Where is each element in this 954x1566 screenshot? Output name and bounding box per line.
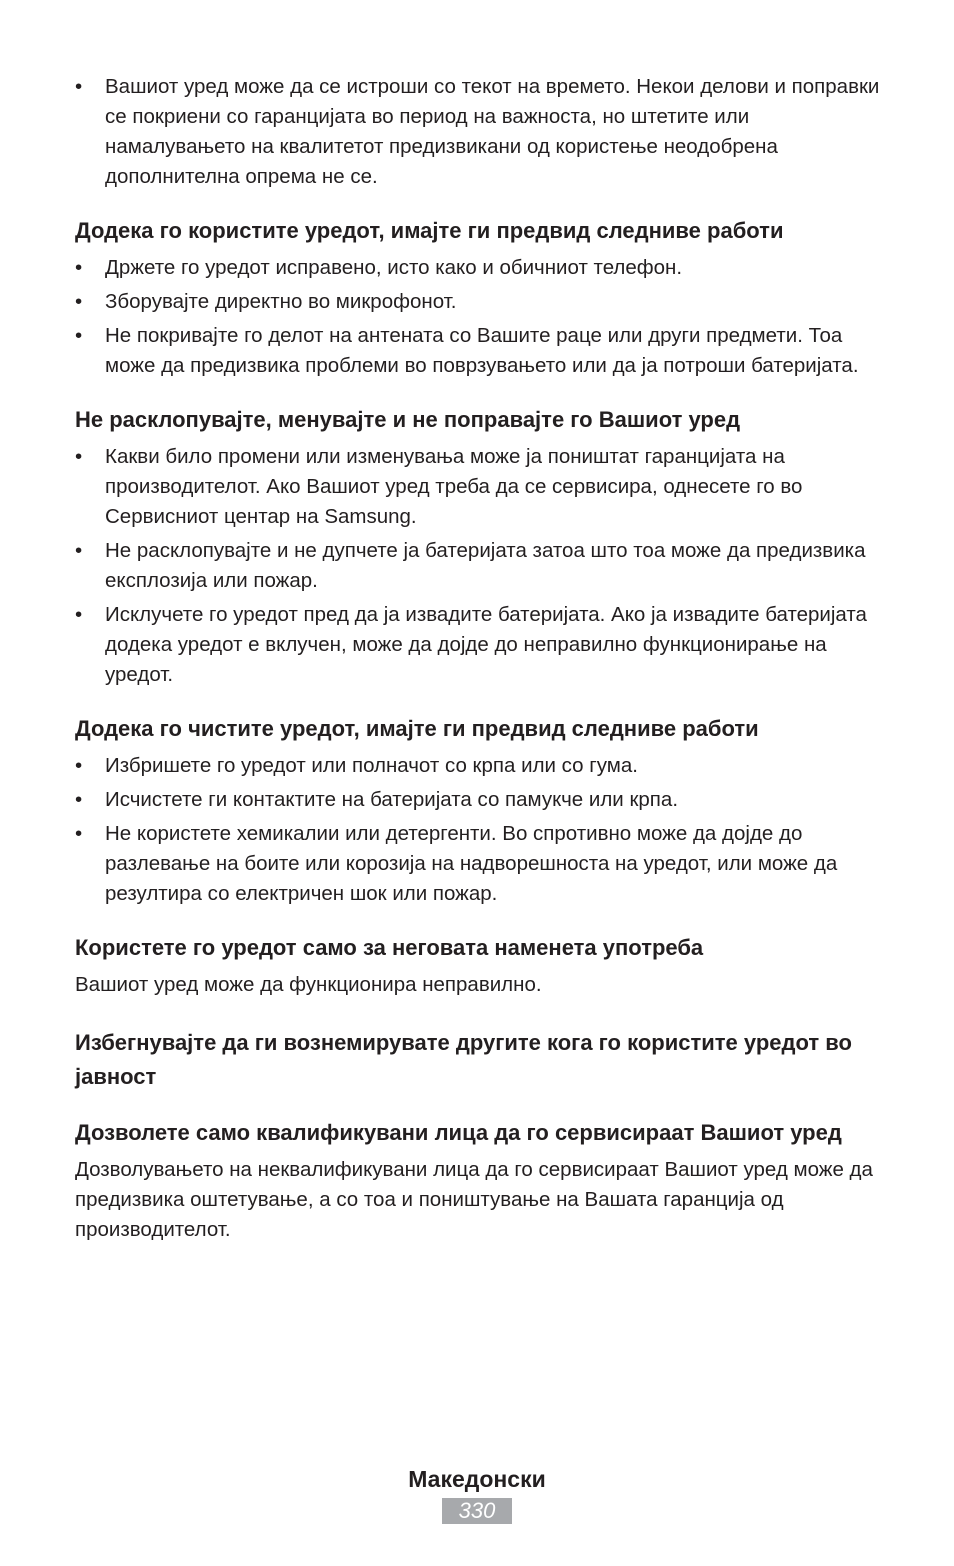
list-item-text: Вашиот уред може да се истроши со текот на времето. Некои делови и поправки се покриени со гаранцијата во период на важноста, но штетите или намалувањето на квалитетот предизвикани од користење неодобрена дополнителна опрема не се. bbox=[105, 75, 880, 188]
section-title-intended-use: Користете го уредот само за неговата наменета употреба bbox=[75, 935, 704, 960]
bullet-icon: • bbox=[75, 603, 83, 626]
bullet-icon: • bbox=[75, 324, 83, 347]
section-title-cleaning-device: Додека го чистите уредот, имајте ги предвид следниве работи bbox=[75, 716, 759, 741]
list-item bbox=[75, 600, 885, 690]
section-title-qualified-service: Дозволете само квалификувани лица да го сервисираат Вашиот уред bbox=[75, 1120, 842, 1145]
paragraph-qualified-service: Дозволувањето на неквалификувани лица да го сервисираат Вашиот уред може да предизвика оштетување, а со тоа и поништување на Вашата гаранција од производителот. bbox=[75, 1158, 873, 1241]
paragraph-intended-use: Вашиот уред може да функционира неправилно. bbox=[75, 973, 542, 996]
list-item-text: Не користете хемикалии или детергенти. Во спротивно може да дојде до разлевање на боите или корозија на надворешноста на уредот, или може да резултира со електричен шок или пожар. bbox=[105, 822, 838, 905]
intro-bullet-list bbox=[75, 72, 885, 192]
section-title-public-use: Избегнувајте да ги вознемирувате другите кога го користите уредот во јавност bbox=[75, 1030, 852, 1089]
bullet-list-cleaning-device bbox=[75, 751, 885, 909]
list-item bbox=[75, 321, 885, 381]
list-item bbox=[75, 287, 885, 317]
list-item bbox=[75, 785, 885, 815]
list-item-text: Зборувајте директно во микрофонот. bbox=[105, 290, 457, 313]
page-number-wrapper bbox=[0, 1498, 954, 1524]
section-title-do-not-disassemble: Не расклопувајте, менувајте и не поправајте го Вашиот уред bbox=[75, 407, 741, 432]
section-title-using-device: Додека го користите уредот, имајте ги предвид следниве работи bbox=[75, 218, 784, 243]
list-item-text: Не покривајте го делот на антената со Вашите раце или други предмети. Тоа може да предизвика проблеми во поврзувањето или да ја потроши батеријата. bbox=[105, 324, 859, 377]
list-item-text: Држете го уредот исправено, исто како и обичниот телефон. bbox=[105, 256, 683, 279]
list-item-text: Избришете го уредот или полначот со крпа или со гума. bbox=[105, 754, 638, 777]
list-item bbox=[75, 536, 885, 596]
bullet-list-do-not-disassemble bbox=[75, 442, 885, 690]
bullet-icon: • bbox=[75, 445, 83, 468]
bullet-icon: • bbox=[75, 539, 83, 562]
bullet-icon: • bbox=[75, 75, 83, 98]
page-number-badge: 330 bbox=[442, 1498, 512, 1524]
bullet-list-using-device bbox=[75, 253, 885, 381]
list-item bbox=[75, 751, 885, 781]
bullet-icon: • bbox=[75, 788, 83, 811]
document-body bbox=[75, 72, 885, 1245]
list-item bbox=[75, 442, 885, 532]
bullet-icon: • bbox=[75, 256, 83, 279]
list-item bbox=[75, 253, 885, 283]
list-item bbox=[75, 72, 885, 192]
list-item-text: Исчистете ги контактите на батеријата со памукче или крпа. bbox=[105, 788, 679, 811]
bullet-icon: • bbox=[75, 754, 83, 777]
list-item bbox=[75, 819, 885, 909]
footer-language: Македонски bbox=[408, 1466, 546, 1492]
list-item-text: Исклучете го уредот пред да ја извадите батеријата. Ако ја извадите батеријата додека уредот е вклучен, може да дојде до неправилно функционирање на уредот. bbox=[105, 603, 867, 686]
list-item-text: Не расклопувајте и не дупчете ја батеријата затоа што тоа може да предизвика експлозија или пожар. bbox=[105, 539, 866, 592]
list-item-text: Какви било промени или изменувања може ја поништат гаранцијата на производителот. Ако Вашиот уред треба да се сервисира, однесете го во Сервисниот центар на Samsung. bbox=[105, 445, 803, 528]
bullet-icon: • bbox=[75, 822, 83, 845]
bullet-icon: • bbox=[75, 290, 83, 313]
page-footer bbox=[0, 1462, 954, 1524]
